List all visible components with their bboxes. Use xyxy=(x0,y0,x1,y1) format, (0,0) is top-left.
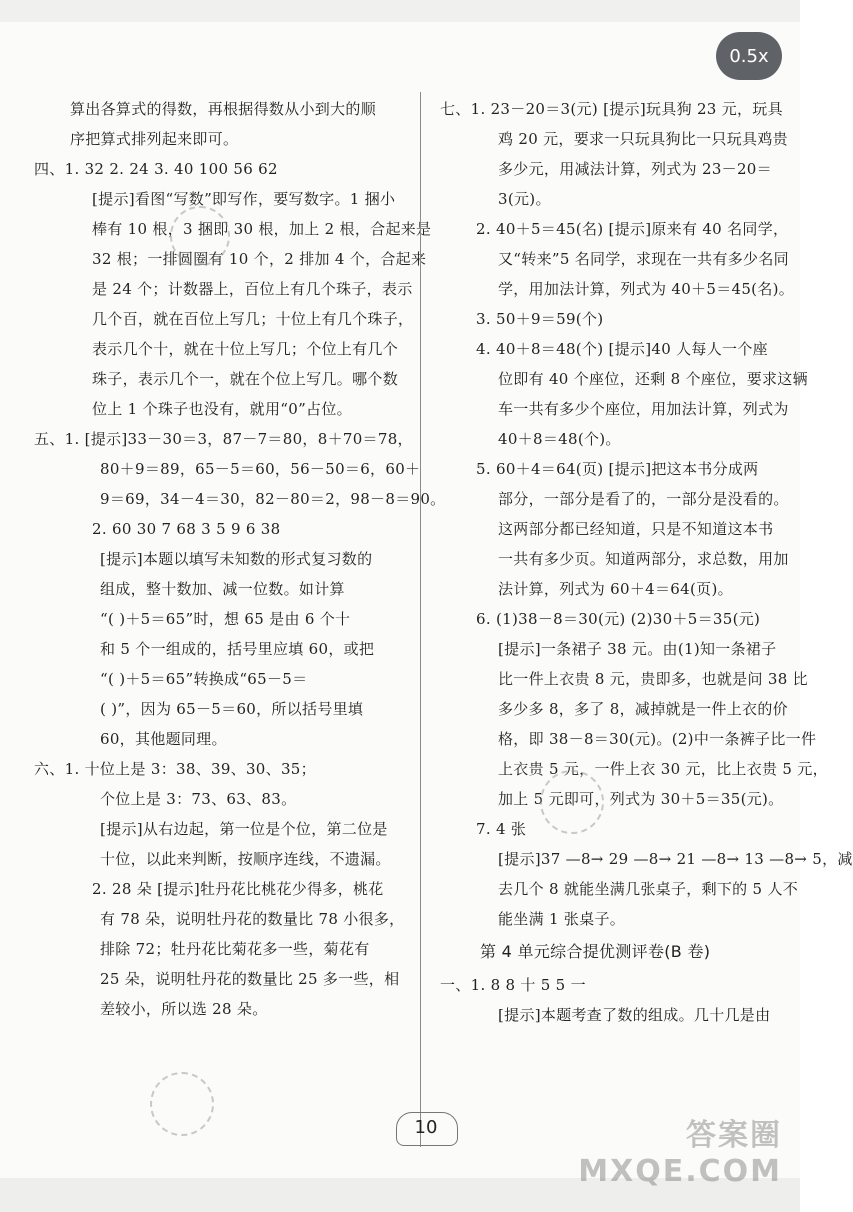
answer-line: [提示]看图“写数”即写作，要写数字。1 捆小 xyxy=(92,190,396,208)
answer-line: 序把算式排列起来即可。 xyxy=(70,130,239,148)
answer-line: 有 78 朵，说明牡丹花的数量比 78 小很多， xyxy=(100,910,405,928)
answer-line: [提示]37 —8→ 29 —8→ 21 —8→ 13 —8→ 5，减 xyxy=(498,850,853,868)
answer-line: 和 5 个一组成的，括号里应填 60，或把 xyxy=(100,640,375,658)
site-watermark xyxy=(578,1118,782,1190)
answer-line: 四、1. 32 2. 24 3. 40 100 56 62 xyxy=(34,160,278,178)
answer-line: 32 根；一排圆圈有 10 个，2 排加 4 个，合起来 xyxy=(92,250,427,268)
answer-line: [提示]本题以填写未知数的形式复习数的 xyxy=(100,550,373,568)
answer-line: 25 朵，说明牡丹花的数量比 25 多一些，相 xyxy=(100,970,400,988)
answer-line: 2. 60 30 7 68 3 5 9 6 38 xyxy=(92,520,281,538)
answer-line: ( )”，因为 65－5＝60，所以括号里填 xyxy=(100,700,364,718)
answer-line: 个位上是 3：73、63、83。 xyxy=(100,790,297,808)
answer-line: “( )＋5＝65”时，想 65 是由 6 个十 xyxy=(100,610,351,628)
answer-line: 多少多 8，多了 8，减掉就是一件上衣的价 xyxy=(498,700,788,718)
answer-line: 3(元)。 xyxy=(498,190,551,208)
answer-line: 七、1. 23－20＝3(元) [提示]玩具狗 23 元，玩具 xyxy=(440,100,783,118)
answer-line: 表示几个十，就在十位上写几；个位上有几个 xyxy=(92,340,399,358)
answer-line: 60，其他题同理。 xyxy=(100,730,227,748)
answer-line: 部分，一部分是看了的，一部分是没看的。 xyxy=(498,490,789,508)
answer-line: 位即有 40 个座位，还剩 8 个座位，要求这辆 xyxy=(498,370,808,388)
answer-line: 棒有 10 根，3 捆即 30 根，加上 2 根，合起来是 xyxy=(92,220,432,238)
answer-line: 2. 40＋5＝45(名) [提示]原来有 40 名同学， xyxy=(476,220,789,238)
answer-line: 4. 40＋8＝48(个) [提示]40 人每人一个座 xyxy=(476,340,768,358)
answer-line: 法计算，列式为 60＋4＝64(页)。 xyxy=(498,580,733,598)
answer-line: 40＋8＝48(个)。 xyxy=(498,430,621,448)
answer-line: 80＋9＝89，65－5＝60，56－50＝6，60＋ xyxy=(100,460,421,478)
answer-line: 格，即 38－8＝30(元)。(2)中一条裤子比一件 xyxy=(498,730,817,748)
watermark-line2: MXQE.COM xyxy=(578,1154,782,1189)
answer-line: 差较小，所以选 28 朵。 xyxy=(100,1000,268,1018)
answer-line: “( )＋5＝65”转换成“65－5＝ xyxy=(100,670,308,688)
answer-line: [提示]从右边起，第一位是个位，第二位是 xyxy=(100,820,388,838)
answer-line: 一共有多少页。知道两部分，求总数，用加 xyxy=(498,550,789,568)
answer-line: 位上 1 个珠子也没有，就用“0”占位。 xyxy=(92,400,352,418)
answer-line: 9＝69，34－4＝30，82－80＝2，98－8＝90。 xyxy=(100,490,446,508)
answer-line: 加上 5 元即可，列式为 30＋5＝35(元)。 xyxy=(498,790,784,808)
answer-line: 又“转来”5 名同学，求现在一共有多少名同 xyxy=(498,250,789,268)
answer-line: 去几个 8 就能坐满几张桌子，剩下的 5 人不 xyxy=(498,880,799,898)
stamp-mark xyxy=(170,206,230,266)
watermark-line1: 答案圈 xyxy=(686,1118,782,1153)
answer-line: 6. (1)38－8＝30(元) (2)30＋5＝35(元) xyxy=(476,610,761,628)
page-number: 10 xyxy=(414,1117,438,1138)
section-title: 第 4 单元综合提优测评卷(B 卷) xyxy=(480,942,711,961)
answer-line: 算出各算式的得数，再根据得数从小到大的顺 xyxy=(70,100,377,118)
stamp-mark xyxy=(540,770,604,834)
answer-line: 学，用加法计算，列式为 40＋5＝45(名)。 xyxy=(498,280,795,298)
stamp-mark xyxy=(150,1072,214,1136)
answer-line: 一、1. 8 8 十 5 5 一 xyxy=(440,976,586,994)
answer-line: 十位，以此来判断，按顺序连线，不遗漏。 xyxy=(100,850,391,868)
answer-line: 六、1. 十位上是 3：38、39、30、35； xyxy=(34,760,316,778)
answer-line: 7. 4 张 xyxy=(476,820,527,838)
answer-line: 鸡 20 元，要求一只玩具狗比一只玩具鸡贵 xyxy=(498,130,788,148)
answer-line: 上衣贵 5 元，一件上衣 30 元，比上衣贵 5 元， xyxy=(498,760,828,778)
answer-line: [提示]一条裙子 38 元。由(1)知一条裙子 xyxy=(498,640,777,658)
column-divider xyxy=(420,92,421,1147)
zoom-level-button[interactable]: 0.5x xyxy=(716,32,782,80)
answer-line: 比一件上衣贵 8 元，贵即多，也就是问 38 比 xyxy=(498,670,808,688)
answer-line: 这两部分都已经知道，只是不知道这本书 xyxy=(498,520,774,538)
answer-line: 多少元，用减法计算，列式为 23－20＝ xyxy=(498,160,772,178)
viewer-top-bar xyxy=(0,0,800,22)
answer-line: 2. 28 朵 [提示]牡丹花比桃花少得多，桃花 xyxy=(92,880,384,898)
right-column xyxy=(440,94,853,1030)
answer-line: 车一共有多少个座位，用加法计算，列式为 xyxy=(498,400,789,418)
answer-line: 是 24 个；计数器上，百位上有几个珠子，表示 xyxy=(92,280,413,298)
answer-line: 珠子，表示几个一，就在个位上写几。哪个数 xyxy=(92,370,399,388)
answer-line: 3. 50＋9＝59(个) xyxy=(476,310,604,328)
answer-line: 五、1. [提示]33－30＝3，87－7＝80，8＋70＝78， xyxy=(34,430,413,448)
answer-line: [提示]本题考查了数的组成。几十几是由 xyxy=(498,1006,771,1024)
answer-line: 能坐满 1 张桌子。 xyxy=(498,910,626,928)
answer-line: 5. 60＋4＝64(页) [提示]把这本书分成两 xyxy=(476,460,759,478)
answer-line: 组成，整十数加、减一位数。如计算 xyxy=(100,580,345,598)
answer-line: 几个百，就在百位上写几；十位上有几个珠子， xyxy=(92,310,414,328)
answer-line: 排除 72；牡丹花比菊花多一些，菊花有 xyxy=(100,940,370,958)
